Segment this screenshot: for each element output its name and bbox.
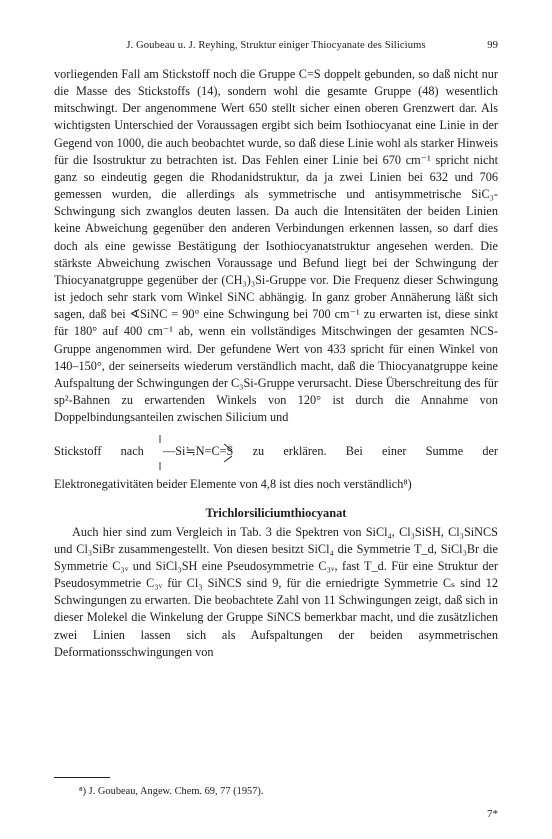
signature-mark: 7* xyxy=(487,808,498,820)
formula-line xyxy=(54,428,498,476)
body-text xyxy=(54,66,498,661)
paragraph-1: vorliegenden Fall am Stickstoff noch die Gruppe C=S doppelt gebunden, so daß nicht nur die Masse des Stickstoffs (14), sondern wohl die gesamte Gruppe (48) wesentlich mitschwingt. Der angenommene Wert 650 stellt sicher einen oberen Grenzwert dar. Als wichtigsten Unterschied der Voraussagen ergibt sich beim Isothiocyanat eine Linie in der Gegend von 1000, die auch beobachtet wurde, so daß diese Linie wohl als starker Hinweis für die Isostruktur zu betrachten ist. Das Fehlen einer Linie bei 670 cm⁻¹ spricht nicht ganz so eindeutig gegen die Rhodanidstruktur, da ja zwei Linien bei 632 und 706 gemessen wurden, die allerdings als symmetrische und antisymmetrische SiC₃-Schwingung sich zwanglos deuten lassen. Da auch die Intensitäten der beiden Linien keine Abweichung gegenüber den anderen Verbindungen erkennen lassen, so darf dies doch als eine gewisse Bestätigung der Isothiocyanatstruktur angesehen werden. Die stärkste Abweichung zwischen Voraussage und Befund liegt bei der Schwingung der Thiocyanatgruppe gegenüber der (CH₃)₃Si-Gruppe vor. Die Frequenz dieser Schwingung ist jedoch sehr stark vom Winkel SiNC abhängig. In ganz grober Annäherung läßt sich sagen, daß bei ∢SiNC = 90° eine Schwingung bei 700 cm⁻¹ zu erwarten ist, diese sinkt für 180° auf 400 cm⁻¹ ab, wenn ein vollständiges Mitschwingen der gesamten NCS-Gruppe angenommen wird. Der gefundene Wert von 433 spricht für einen Winkel von 140–150°, der seinerseits wiederum verständlich macht, daß die Thiocyanatgruppe keine Aufspaltung der Schwingungen der C₃Si-Gruppe verursacht. Diese Überschreitung des für sp²-Bahnen zu erwartenden Winkels von 120° ist durch die Annahme von Doppelbindungsanteilen zwischen Silicium und xyxy=(54,67,498,425)
formula-before: Stickstoff nach xyxy=(54,444,144,459)
structural-formula: —Si≒N=C=S xyxy=(162,444,234,459)
formula-after: zu erklären. Bei einer Summe der xyxy=(252,444,498,459)
footnote-rule xyxy=(54,777,110,778)
section-title: Trichlorsiliciumthiocyanat xyxy=(205,506,347,521)
paragraph-1-end: Elektronegativitäten beider Elemente von 4,8 ist dies noch verständlich⁸) xyxy=(54,477,412,492)
page-number: 99 xyxy=(487,40,498,51)
running-header xyxy=(54,40,498,54)
section-paragraph: Auch hier sind zum Vergleich in Tab. 3 die Spektren von SiCl₄, Cl₃SiSH, Cl₃SiNCS und Cl₃SiBr zusammengestellt. Von diesen besitzt SiCl₄ die Symmetrie T_d, SiCl₃Br die Symmetrie C₃ᵥ und SiCl₃SH eine Pseudosymmetrie C₃ᵥ, fast T_d. Für eine Struktur der Pseudosymmetrie C₃ᵥ für Cl₃ SiNCS sind 9, für die erniedrigte Symmetrie Cₛ sind 12 Schwingungen zu erwarten. Die beobachtete Zahl von 11 Schwingungen zeigt, daß sich in dieser Molekel die Winkelung der Gruppe SiNCS bemerkbar macht, und die zusätzlichen zwei Linien lassen sich als Aufspaltungen der beiden asymmetrischen Deformationsschwingungen von xyxy=(54,524,498,659)
formula-text-line xyxy=(54,443,498,460)
footnote: ⁸) J. Goubeau, Angew. Chem. 69, 77 (1957). xyxy=(79,786,264,797)
running-title: J. Goubeau u. J. Reyhing, Struktur einiger Thiocyanate des Siliciums xyxy=(126,40,426,51)
